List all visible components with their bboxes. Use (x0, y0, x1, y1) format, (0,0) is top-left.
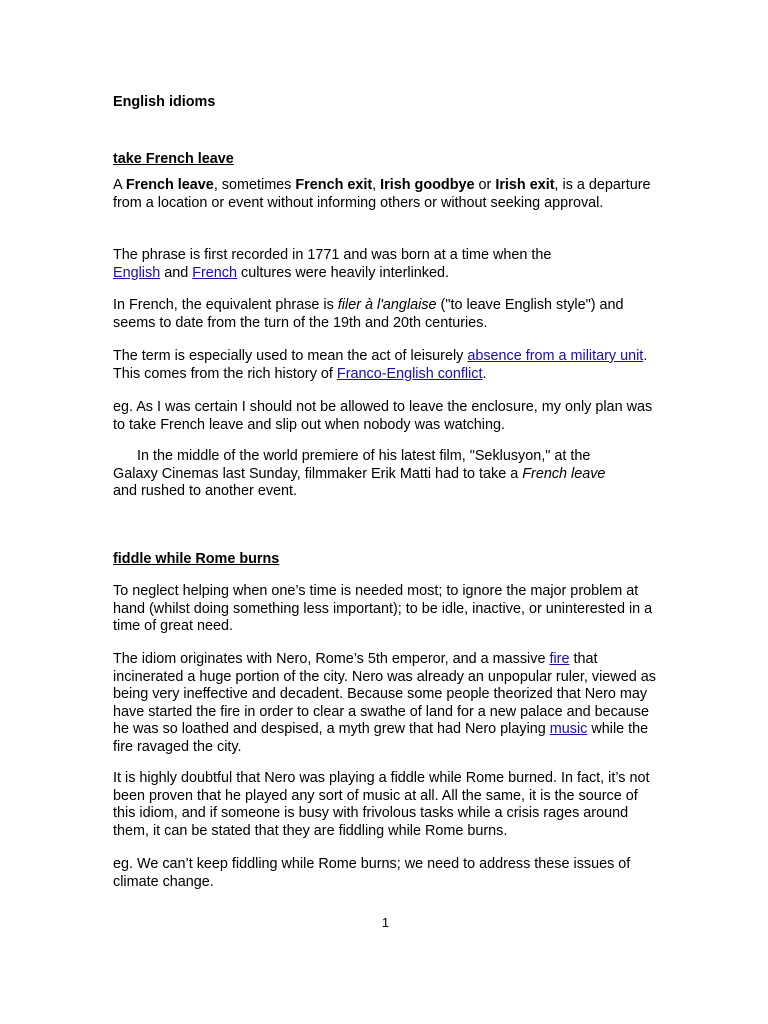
link-english[interactable]: English (113, 264, 161, 281)
text-run: that incinerated a huge portion of the city. Nero was already an unpopular ruler, viewed as being very ineffective and decadent. Because some people theorized that Nero may have started the fire in order to clear a swathe of land for a new palace and because he was so loathed and despised, a myth grew that had Nero playing (113, 651, 656, 738)
text-run: The phrase is first recorded in 1771 and was born at a time when the (113, 247, 552, 263)
text-run: cultures were heavily interlinked. (237, 264, 449, 281)
term-irish-exit: Irish exit (495, 177, 555, 193)
text-run: In French, the equivalent phrase is (113, 297, 338, 313)
link-music[interactable]: music (549, 721, 588, 738)
paragraph-doubtful: It is highly doubtful that Nero was playing a fiddle while Rome burned. In fact, it’s not been proven that he played any sort of music at all. All the same, it is the source of this idiom, and if someone is busy with frivolous tasks while a crisis rages around them, it can be stated that they are fiddling while Rome burns. (113, 770, 650, 839)
text-run: The term is especially used to mean the act of leisurely (113, 348, 468, 364)
text-run: A (113, 177, 126, 193)
paragraph-fiddle-definition: To neglect helping when one’s time is needed most; to ignore the major problem at hand (whilst doing something less important); to be idle, inactive, or uninterested in a time of great need. (113, 583, 653, 635)
text-run: , (372, 177, 381, 193)
phrase-filer-a-langlaise: filer à l'anglaise (337, 297, 437, 313)
term-french-exit: French exit (295, 177, 373, 193)
section-heading-french-leave: take French leave (113, 151, 234, 167)
paragraph-military-usage (113, 348, 653, 383)
text-run: The idiom originates with Nero, Rome’s 5th emperor, and a massive (113, 651, 550, 667)
paragraph-origin (113, 247, 553, 282)
paragraph-french-leave-definition (113, 177, 658, 212)
text-run: ("to leave English style") and seems to date from the turn of the 19th and 20th centuries. (113, 297, 624, 331)
text-run: while the fire ravaged the city. (113, 721, 649, 755)
paragraph-example-3: eg. We can’t keep fiddling while Rome burns; we need to address these issues of climate change. (113, 856, 631, 890)
link-french[interactable]: French (192, 264, 238, 281)
section-heading-fiddle-while-rome-burns: fiddle while Rome burns (113, 551, 280, 567)
term-french-leave: French leave (125, 177, 214, 193)
paragraph-example-2 (113, 448, 623, 501)
paragraph-nero-origin (113, 651, 658, 757)
text-run: and (160, 264, 193, 281)
paragraph-french-equivalent (113, 297, 658, 332)
phrase-french-leave: French leave (522, 465, 606, 482)
link-fire[interactable]: fire (549, 651, 570, 667)
page-number: 1 (381, 915, 390, 930)
link-absence-from-military-unit[interactable]: absence from a military unit (467, 348, 644, 364)
text-run: . This comes from the rich history of (113, 348, 648, 382)
text-run: , is a departure from a location or event without informing others or without seeking approval. (113, 177, 651, 211)
text-run: . (482, 365, 487, 382)
document-title: English idioms (113, 94, 216, 110)
text-run: , sometimes (213, 177, 296, 193)
paragraph-example-1: eg. As I was certain I should not be allowed to leave the enclosure, my only plan was to take French leave and slip out when nobody was watching. (113, 399, 653, 433)
term-irish-goodbye: Irish goodbye (380, 177, 475, 193)
text-run: or (474, 177, 496, 193)
link-franco-english-conflict[interactable]: Franco-English conflict (336, 365, 483, 382)
text-run: and rushed to another event. (113, 483, 298, 500)
text-run: In the middle of the world premiere of his latest film, "Seklusyon," at the Galaxy Cinemas last Sunday, filmmaker Erik Matti had to take a (113, 448, 591, 482)
